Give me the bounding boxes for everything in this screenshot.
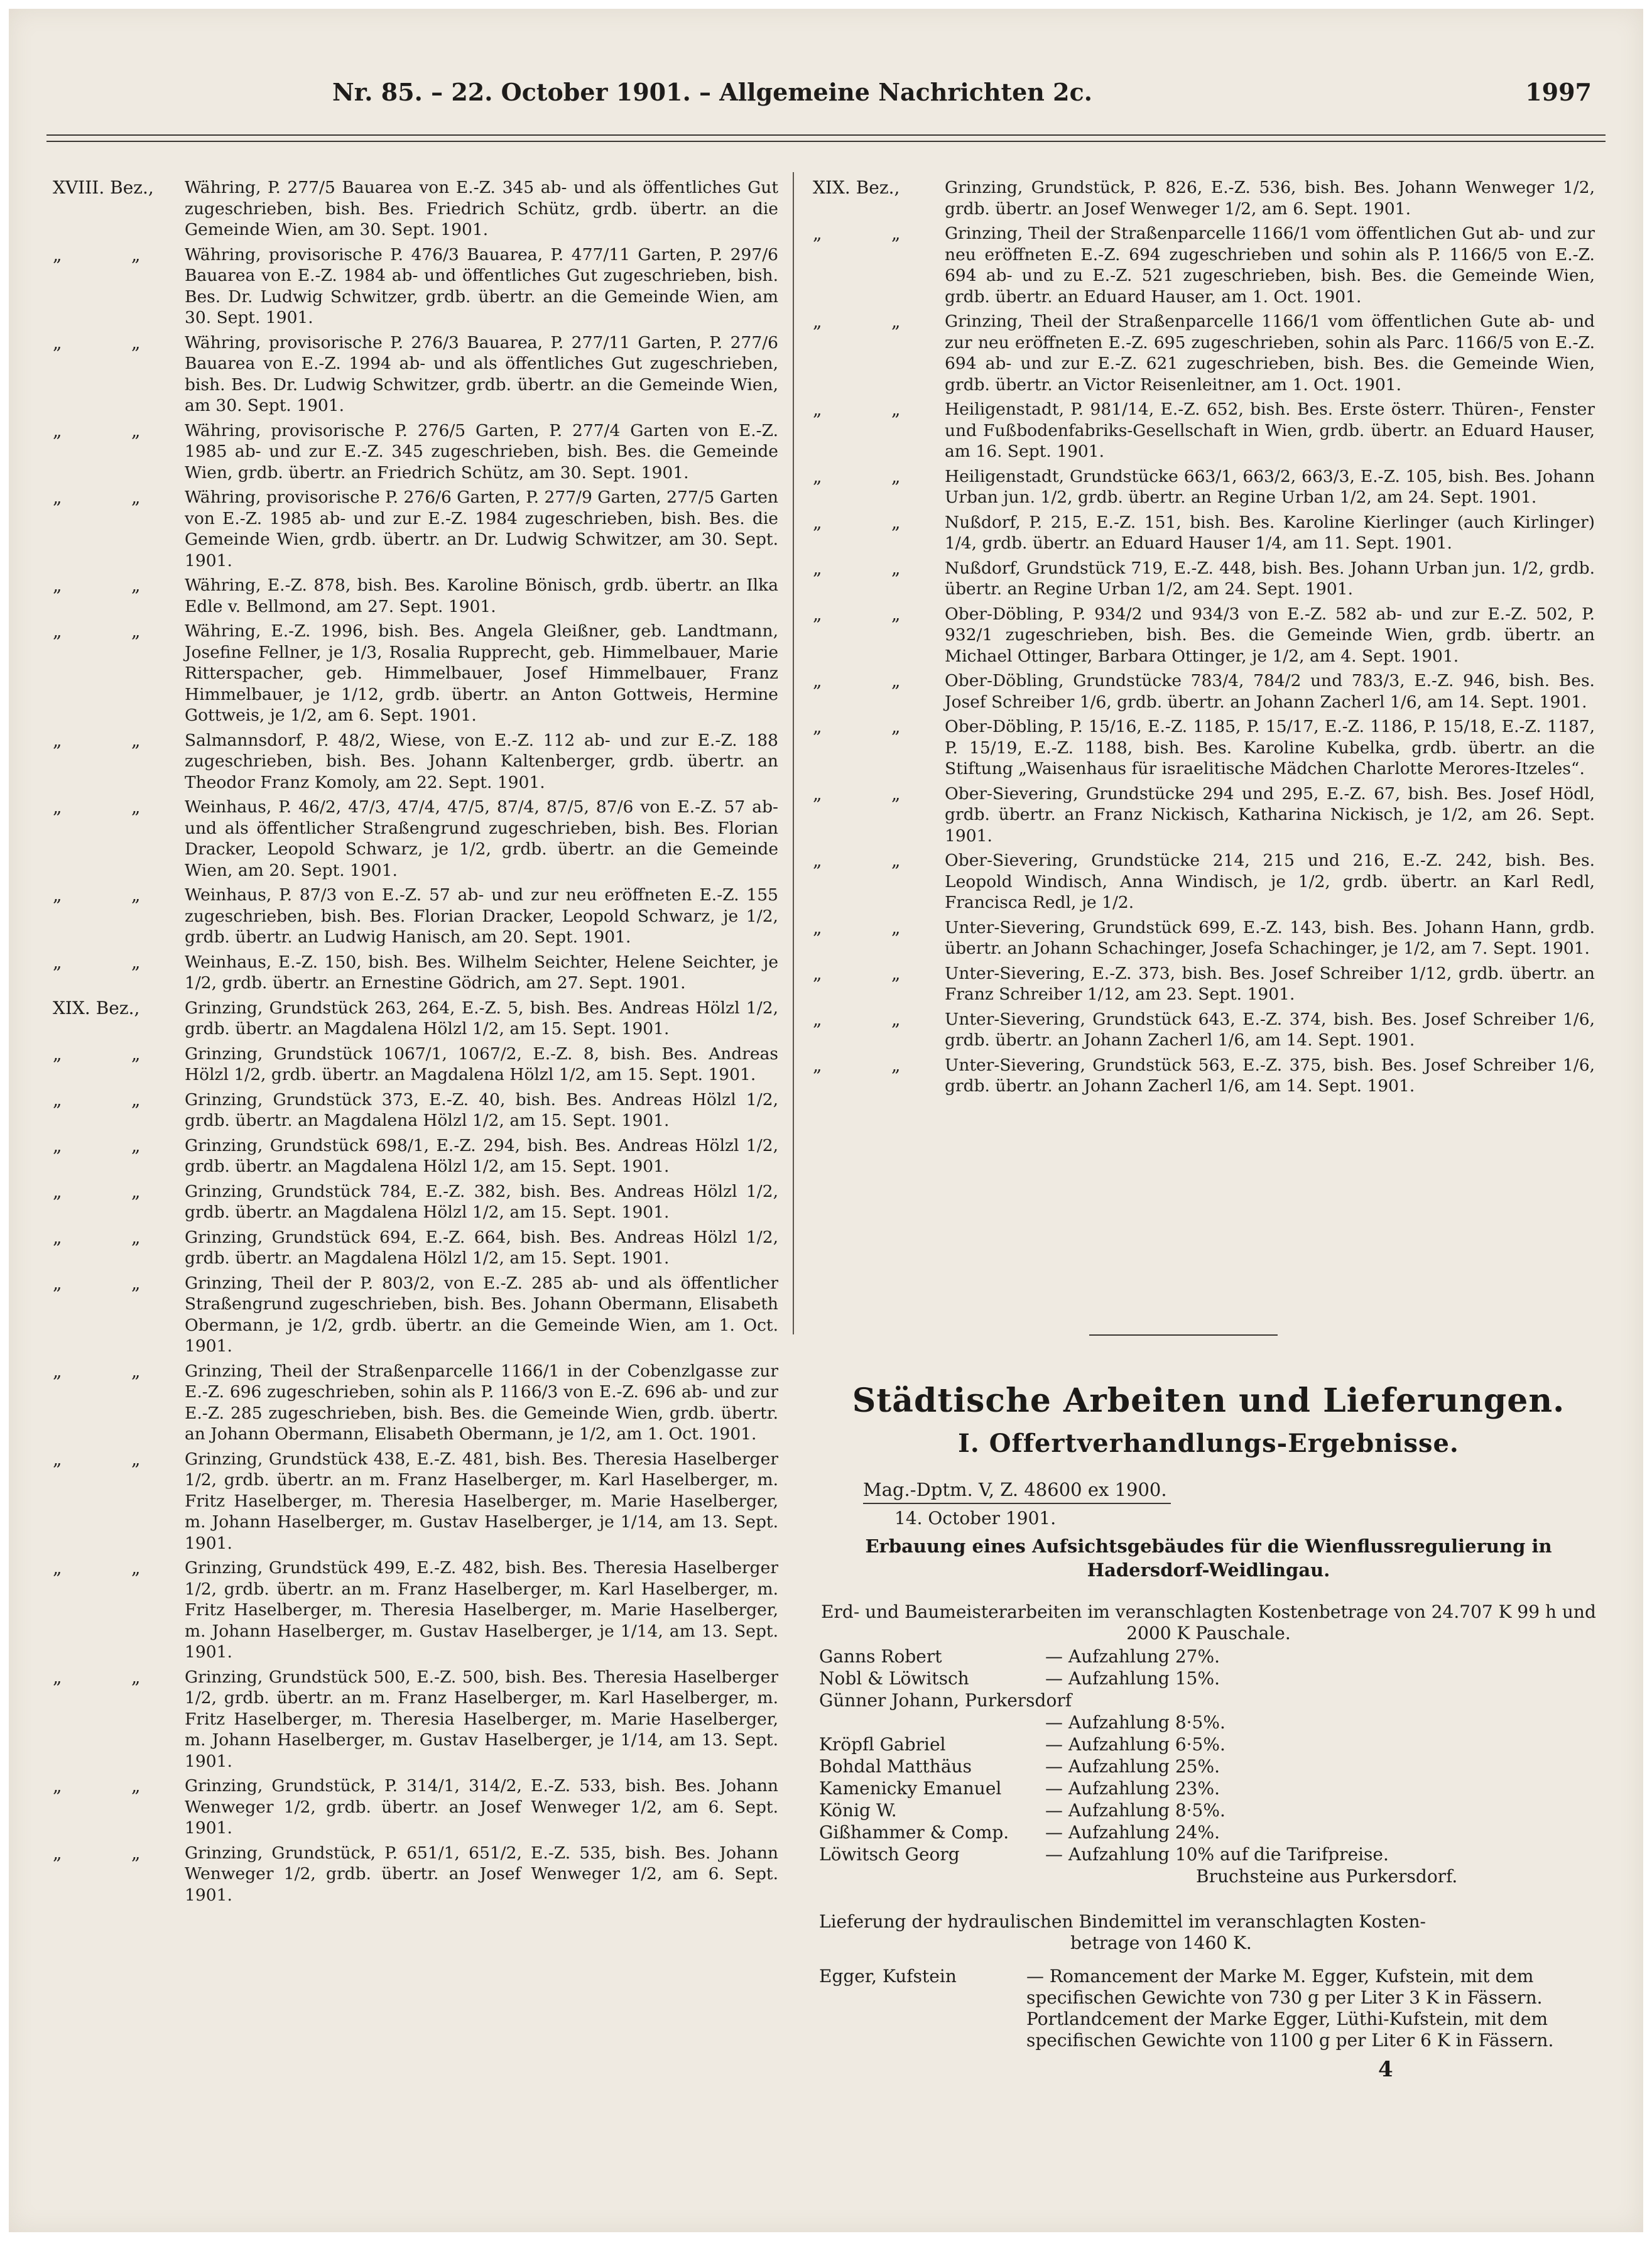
entry-text: Unter-Sievering, Grundstück 563, E.-Z. 375, bish. Bes. Josef Schreiber 1/6, grdb. übertr. an Johann Zacherl 1/6, am 14. Sept. 1901. [945,1055,1595,1096]
entry-text: Grinzing, Grundstück, P. 826, E.-Z. 536, bish. Bes. Johann Wenweger 1/2, grdb. übertr. an Josef Wenweger 1/2, am 6. Sept. 1901. [945,178,1595,219]
entry-text: Ober-Döbling, P. 934/2 und 934/3 von E.-Z. 582 ab- und zur E.-Z. 502, P. 932/1 zugeschrieben, bish. Bes. die Gemeinde Wien, grdb. übertr. an Michael Ottinger, Barbara Ottinger, je 1/2, am 4. Sept. 1901. [945,604,1595,666]
entry-label [53,797,185,881]
entry-label [53,952,185,994]
entry-district-b: „ [131,1043,141,1064]
register-entry [53,1667,778,1772]
entry-district: „ [813,1008,822,1030]
register-entry [53,1557,778,1663]
entry-label [813,223,945,307]
entry-district-b: „ [131,244,141,265]
entry-text: Grinzing, Grundstück 263, 264, E.-Z. 5, bish. Bes. Andreas Hölzl 1/2, grdb. übertr. an Magdalena Hölzl 1/2, am 15. Sept. 1901. [185,998,778,1039]
entry-district-b: „ [131,729,141,751]
entry-district-b: „ [131,1226,141,1248]
entry-text: Grinzing, Theil der P. 803/2, von E.-Z. 285 ab- und als öffentlicher Straßengrund zugeschrieben, bish. Bes. Johann Obermann, Elisabeth Obermann, je 1/2, grdb. übertr. an die Gemeinde Wien, am 1. Oct. 1901. [185,1273,778,1356]
entry-district: „ [53,244,62,265]
bidder-name: Kamenicky Emanuel [819,1778,1002,1799]
register-entry [813,399,1595,462]
register-entry [53,332,778,417]
bidder-name: Ganns Robert [819,1646,942,1667]
entry-district-b: „ [131,797,141,817]
entry-district-b: „ [131,575,141,596]
entry-label [813,604,945,667]
entry-district: „ [53,420,62,441]
entry-text: Grinzing, Grundstück 784, E.-Z. 382, bish. Bes. Andreas Hölzl 1/2, grdb. übertr. an Magdalena Hölzl 1/2, am 15. Sept. 1901. [185,1181,778,1222]
entry-text: Währing, P. 277/5 Bauarea von E.-Z. 345 ab- und als öffentliches Gut zugeschrieben, bish. Bes. Friedrich Schütz, grdb. übertr. an die Gemeinde Wien, am 30. Sept. 1901. [185,178,778,239]
entry-label [53,1843,185,1906]
bid-result: — Aufzahlung 10% auf die Tarifpreise. [1045,1844,1389,1865]
bid-note: Bruchsteine aus Purkersdorf. [1196,1866,1458,1887]
egger-spacer [819,2009,1026,2051]
bid-row [819,1689,1592,1711]
entry-district: „ [813,670,822,691]
register-entry [53,1449,778,1554]
entry-label [53,1667,185,1772]
delivery-heading [819,1911,1592,1954]
entry-district-b: „ [131,1666,141,1688]
entry-label [53,1449,185,1554]
bidder-name: Günner Johann, Purkersdorf [819,1690,1072,1711]
egger-offer-2: Portlandcement der Marke Egger, Lüthi-Kufstein, mit dem specifischen Gewichte von 1100 g per Liter 6 K in Fässern. [1026,2009,1554,2051]
register-entry [813,466,1595,508]
delivery-line-1: Lieferung der hydraulischen Bindemittel im veranschlagten Kosten- [819,1911,1426,1932]
entry-text: Ober-Döbling, Grundstücke 783/4, 784/2 und 783/3, E.-Z. 946, bish. Bes. Josef Schreiber 1/6, grdb. übertr. an Johann Zacherl 1/6, am 14. Sept. 1901. [945,671,1595,712]
entry-district-b: „ [891,603,901,624]
register-entry [53,1227,778,1269]
entry-label [53,1135,185,1177]
entry-text: Ober-Sievering, Grundstücke 214, 215 und 216, E.-Z. 242, bish. Bes. Leopold Windisch, Anna Windisch, je 1/2, grdb. übertr. an Karl Redl, Francisca Redl, je 1/2. [945,851,1595,912]
entry-district-b: „ [891,399,901,420]
entry-district: XIX. Bez., [813,177,900,198]
entry-district: „ [813,1054,822,1076]
register-entry [53,998,778,1040]
entry-district: „ [53,729,62,751]
bid-row [819,1667,1592,1689]
entry-label [53,332,185,417]
header-rule [46,134,1606,142]
entry-district-b: „ [891,670,901,691]
bid-result: — Aufzahlung 15%. [1045,1668,1220,1689]
register-entry [53,730,778,793]
entry-label [53,1775,185,1839]
delivery-line-2: betrage von 1460 K. [1070,1933,1252,1953]
entry-label [53,1044,185,1086]
register-entry [813,604,1595,667]
entry-district: „ [53,621,62,641]
entry-label [53,1273,185,1357]
entry-district-b: „ [131,1180,141,1202]
register-entry [53,244,778,329]
entry-district-b: „ [131,487,141,508]
register-entry [53,885,778,948]
entry-label [813,850,945,913]
entry-label [53,621,185,726]
entry-label [53,1181,185,1223]
entry-label [53,1557,185,1663]
bidder-name: Nobl & Löwitsch [819,1668,969,1689]
bid-row [819,1733,1592,1755]
register-entry [813,850,1595,913]
register-entry [53,575,778,617]
entry-text: Heiligenstadt, Grundstücke 663/1, 663/2, 663/3, E.-Z. 105, bish. Bes. Johann Urban jun. 1/2, grdb. übertr. an Regine Urban 1/2, am 24. Sept. 1901. [945,466,1595,507]
entry-label [813,1009,945,1051]
entry-label [53,998,185,1040]
entry-text: Weinhaus, P. 87/3 von E.-Z. 57 ab- und zur neu eröffneten E.-Z. 155 zugeschrieben, bish. Bes. Florian Dracker, Leopold Schwarz, je 1/2, grdb. übertr. an Ludwig Hanisch, am 20. Sept. 1901. [185,885,778,947]
section-date: 14. October 1901. [894,1508,1057,1529]
bid-result: — Aufzahlung 8·5%. [1045,1800,1225,1821]
bid-row [819,1711,1592,1733]
entry-text: Währing, E.-Z. 1996, bish. Bes. Angela Gleißner, geb. Landtmann, Josefine Fellner, je 1/3, Rosalia Rupprecht, geb. Himmelbauer, Marie Ritterspacher, geb. Himmelbauer, Josef Himmelbauer, Franz Himmelbauer, je 1/12, grdb. übertr. an Anton Gottweis, Hermine Gottweis, je 1/2, am 6. Sept. 1901. [185,621,778,725]
entry-district: „ [813,311,822,332]
entry-district: „ [53,1448,62,1469]
entry-text: Nußdorf, P. 215, E.-Z. 151, bish. Bes. Karoline Kierlinger (auch Kirlinger) 1/4, grdb. übertr. an Eduard Hauser 1/4, am 11. Sept. 1901. [945,512,1595,553]
entry-district: „ [813,557,822,579]
entry-district: „ [53,1089,62,1110]
register-entry [53,952,778,994]
register-entry [53,1044,778,1086]
bid-result: — Aufzahlung 27%. [1045,1646,1220,1667]
entry-district: „ [813,399,822,420]
entry-district: „ [53,797,62,817]
entry-label [813,670,945,712]
entry-district: „ [53,1272,62,1294]
entry-district: „ [813,962,822,984]
register-entry [53,1181,778,1223]
register-entry [53,1135,778,1177]
footer-page-number: 4 [1378,2057,1393,2082]
entry-text: Währing, E.-Z. 878, bish. Bes. Karoline Bönisch, grdb. übertr. an Ilka Edle v. Bellmond, am 27. Sept. 1901. [185,575,778,616]
entry-district: „ [53,332,62,353]
reference-line: Mag.-Dptm. V, Z. 48600 ex 1900. [863,1479,1171,1504]
entry-district: „ [813,603,822,624]
register-entry [53,797,778,881]
entry-district-b: „ [891,311,901,332]
entry-text: Grinzing, Grundstück 499, E.-Z. 482, bish. Bes. Theresia Haselberger 1/2, grdb. übertr. an m. Franz Haselberger, m. Karl Haselberger, m. Fritz Haselberger, m. Theresia Haselberger, m. Marie Haselberger, m. Johann Haselberger, m. Gustav Haselberger, je 1/14, am 13. Sept. 1901. [185,1558,778,1662]
entry-text: Heiligenstadt, P. 981/14, E.-Z. 652, bish. Bes. Erste österr. Thüren-, Fenster und Fußbodenfabriks-Gesellschaft in Wien, grdb. übertr. an Eduard Hauser, am 16. Sept. 1901. [945,400,1595,461]
entry-district: „ [53,885,62,905]
bid-row [819,1799,1592,1821]
column-divider [793,172,794,1334]
entry-district-b: „ [131,420,141,441]
entry-district-b: „ [891,1008,901,1030]
entry-label [813,963,945,1005]
entry-text: Unter-Sievering, E.-Z. 373, bish. Bes. Josef Schreiber 1/12, grdb. übertr. an Franz Schreiber 1/12, am 23. Sept. 1901. [945,963,1595,1004]
entry-text: Unter-Sievering, Grundstück 699, E.-Z. 143, bish. Bes. Johann Hann, grdb. übertr. an Johann Schachinger, Josefa Schachinger, je 1/2, am 7. Sept. 1901. [945,917,1595,958]
register-entry [813,963,1595,1005]
entry-district-b: „ [131,1842,141,1863]
entry-text: Ober-Döbling, P. 15/16, E.-Z. 1185, P. 15/17, E.-Z. 1186, P. 15/18, E.-Z. 1187, P. 15/19, E.-Z. 1188, bish. Bes. Karoline Kubelka, grdb. übertr. an die Stiftung „Waisenhaus für israelitische Mädchen Charlotte Merores-Itzeles“. [945,717,1595,778]
entry-district: „ [53,1557,62,1578]
entry-district: XIX. Bez., [53,997,140,1018]
entry-district-b: „ [131,1089,141,1110]
entry-district-b: „ [131,1360,141,1382]
entry-district-b: „ [131,621,141,641]
entry-label [813,917,945,959]
entry-district-b: „ [891,557,901,579]
entry-text: Grinzing, Grundstück 694, E.-Z. 664, bish. Bes. Andreas Hölzl 1/2, grdb. übertr. an Magdalena Hölzl 1/2, am 15. Sept. 1901. [185,1227,778,1268]
bid-row [819,1645,1592,1667]
entry-label [813,558,945,600]
entry-district: „ [813,850,822,871]
bid-result: — Aufzahlung 25%. [1045,1756,1220,1777]
entry-label [53,1227,185,1269]
entry-label [813,177,945,219]
entry-text: Grinzing, Grundstück 373, E.-Z. 40, bish. Bes. Andreas Hölzl 1/2, grdb. übertr. an Magdalena Hölzl 1/2, am 15. Sept. 1901. [185,1089,778,1130]
register-entry [813,783,1595,847]
entry-label [813,466,945,508]
entry-text: Grinzing, Theil der Straßenparcelle 1166/1 vom öffentlichen Gut ab- und zur neu eröffneten E.-Z. 694 zugeschrieben und sohin als P. 1166/5 von E.-Z. 694 ab- und zu E.-Z. 521 zugeschrieben, bish. Bes. die Gemeinde Wien, grdb. übertr. an Eduard Hauser, am 1. Oct. 1901. [945,224,1595,307]
right-column [813,177,1595,1101]
entry-text: Währing, provisorische P. 276/3 Bauarea, P. 277/11 Garten, P. 277/6 Bauarea von E.-Z. 1994 ab- und als öffentliches Gut zugeschrieben, bish. Bes. Dr. Ludwig Schwitzer, grdb. übertr. an die Gemeinde Wien, am 30. Sept. 1901. [185,332,778,415]
entry-district: „ [813,917,822,938]
entry-text: Grinzing, Grundstück 500, E.-Z. 500, bish. Bes. Theresia Haselberger 1/2, grdb. übertr. an m. Franz Haselberger, m. Karl Haselberger, m. Fritz Haselberger, m. Theresia Haselberger, m. Marie Haselberger, m. Johann Haselberger, m. Gustav Haselberger, je 1/14, am 13. Sept. 1901. [185,1667,778,1771]
entry-district-b: „ [131,1557,141,1578]
register-entry [53,1273,778,1357]
entry-district: „ [813,783,822,804]
entry-district: „ [53,575,62,596]
entry-text: Salmannsdorf, P. 48/2, Wiese, von E.-Z. 112 ab- und zur E.-Z. 188 zugeschrieben, bish. Bes. Johann Kaltenberger, grdb. übertr. an Theodor Franz Komoly, am 22. Sept. 1901. [185,730,778,792]
bid-row [819,1821,1592,1843]
entry-label [813,783,945,847]
section-subtitle: I. Offertverhandlungs-Ergebnisse. [958,1429,1459,1458]
bid-row [819,1755,1592,1777]
egger-offer-1: — Romancement der Marke M. Egger, Kufstein, mit dem specifischen Gewichte von 730 g per Liter 3 K in Fässern. [1026,1966,1543,2008]
bid-result: — Aufzahlung 24%. [1045,1822,1220,1843]
entry-district: XVIII. Bez., [53,177,154,198]
entry-district: „ [53,951,62,973]
register-entry [53,1843,778,1906]
register-entry [813,917,1595,959]
entry-label [813,311,945,395]
register-entry [53,1089,778,1131]
bidder-name: Gißhammer & Comp. [819,1822,1009,1843]
bidder-name: Löwitsch Georg [819,1844,960,1865]
bidder-name: König W. [819,1800,897,1821]
bidder-name [819,1711,1045,1733]
entry-text: Weinhaus, P. 46/2, 47/3, 47/4, 47/5, 87/4, 87/5, 87/6 von E.-Z. 57 ab- und als öffentlicher Straßengrund zugeschrieben, bish. Bes. Florian Dracker, Leopold Schwarz, je 1/2, grdb. übertr. an die Gemeinde Wien, am 20. Sept. 1901. [185,797,778,880]
bid-result [1045,1689,1592,1711]
entry-district-b: „ [891,783,901,804]
header-page-number: 1997 [1525,78,1592,106]
register-entry [813,1009,1595,1051]
entry-label [813,1055,945,1097]
entry-text: Weinhaus, E.-Z. 150, bish. Bes. Wilhelm Seichter, Helene Seichter, je 1/2, grdb. übertr. an Ernestine Gödrich, am 27. Sept. 1901. [185,952,778,993]
section-rule [1089,1334,1278,1336]
entry-district: „ [53,1775,62,1796]
entry-text: Grinzing, Grundstück 438, E.-Z. 481, bish. Bes. Theresia Haselberger 1/2, grdb. übertr. an m. Franz Haselberger, m. Karl Haselberger, m. Fritz Haselberger, m. Theresia Haselberger, m. Marie Haselberger, m. Johann Haselberger, m. Gustav Haselberger, je 1/14, am 13. Sept. 1901. [185,1449,778,1553]
egger-name: Egger, Kufstein [819,1966,957,1987]
bidder-name: Kröpfl Gabriel [819,1734,946,1755]
entry-label [53,177,185,241]
left-column [53,177,778,1909]
register-entry [813,1055,1595,1097]
entry-district: „ [53,1043,62,1064]
register-entry [813,177,1595,219]
entry-district-b: „ [131,885,141,905]
entry-district-b: „ [891,917,901,938]
project-description: Erd- und Baumeisterarbeiten im veranschlagten Kostenbetrage von 24.707 K 99 h und 2000 K Pauschale. [821,1601,1596,1644]
entry-district-b: „ [891,511,901,533]
entry-label [813,399,945,462]
entry-district: „ [813,223,822,244]
entry-label [53,885,185,948]
page-header [53,78,1598,116]
register-entry [813,223,1595,307]
entry-label [53,244,185,329]
entry-label [813,716,945,780]
register-entry [813,512,1595,554]
entry-label [53,487,185,571]
bid-row [819,1777,1592,1799]
entry-district: „ [813,511,822,533]
entry-text: Unter-Sievering, Grundstück 643, E.-Z. 374, bish. Bes. Josef Schreiber 1/6, grdb. übertr. an Johann Zacherl 1/6, am 14. Sept. 1901. [945,1009,1595,1050]
bid-result: — Aufzahlung 23%. [1045,1778,1220,1799]
entry-district-b: „ [131,951,141,973]
entry-text: Grinzing, Grundstück, P. 651/1, 651/2, E.-Z. 535, bish. Bes. Johann Wenweger 1/2, grdb. übertr. an Josef Wenweger 1/2, am 6. Sept. 1901. [185,1843,778,1905]
entry-text: Grinzing, Grundstück 698/1, E.-Z. 294, bish. Bes. Andreas Hölzl 1/2, grdb. übertr. an Magdalena Hölzl 1/2, am 15. Sept. 1901. [185,1135,778,1176]
project-title: Erbauung eines Aufsichtsgebäudes für die Wienflussregulierung in Hadersdorf-Weidlingau. [865,1535,1552,1581]
register-entry [53,1361,778,1445]
entry-district-b: „ [891,716,901,737]
entry-district: „ [53,1360,62,1382]
entry-text: Währing, provisorische P. 276/5 Garten, P. 277/4 Garten von E.-Z. 1985 ab- und zur E.-Z. 345 zugeschrieben, bish. Bes. die Gemeinde Wien, grdb. übertr. an Friedrich Schütz, am 30. Sept. 1901. [185,420,778,483]
entry-district: „ [53,1180,62,1202]
entry-district: „ [813,716,822,737]
entry-district: „ [813,466,822,487]
entry-label [53,730,185,793]
entry-district-b: „ [891,223,901,244]
egger-offers [819,1966,1592,2051]
register-entry [53,1775,778,1839]
register-entry [813,716,1595,780]
entry-district-b: „ [131,1775,141,1796]
entry-text: Grinzing, Grundstück, P. 314/1, 314/2, E.-Z. 533, bish. Bes. Johann Wenweger 1/2, grdb. übertr. an Josef Wenweger 1/2, am 6. Sept. 1901. [185,1776,778,1838]
entry-label [53,1089,185,1131]
entry-district: „ [53,1842,62,1863]
entry-text: Währing, provisorische P. 276/6 Garten, P. 277/9 Garten, 277/5 Garten von E.-Z. 1985 ab- und zur E.-Z. 1984 zugeschrieben, bish. Bes. die Gemeinde Wien, grdb. übertr. an Dr. Ludwig Schwitzer, am 30. Sept. 1901. [185,488,778,570]
register-entry [813,558,1595,600]
entry-label [53,1361,185,1445]
register-entry [53,177,778,241]
entry-district-b: „ [131,332,141,353]
section-title: Städtische Arbeiten und Lieferungen. [852,1382,1565,1420]
entry-district: „ [53,1226,62,1248]
register-entry [53,621,778,726]
bidder-name: Bohdal Matthäus [819,1756,972,1777]
page-sheet [9,9,1643,2232]
entry-district-b: „ [891,1054,901,1076]
entry-text: Nußdorf, Grundstück 719, E.-Z. 448, bish. Bes. Johann Urban jun. 1/2, grdb. übertr. an Regine Urban 1/2, am 24. Sept. 1901. [945,558,1595,599]
bid-result: — Aufzahlung 6·5%. [1045,1734,1225,1755]
bid-row [819,1843,1592,1865]
register-entry [53,487,778,571]
entry-district-b: „ [131,1272,141,1294]
entry-label [813,512,945,554]
entry-district-b: „ [891,466,901,487]
entry-text: Währing, provisorische P. 476/3 Bauarea, P. 477/11 Garten, P. 297/6 Bauarea von E.-Z. 1984 ab- und öffentliches Gut zugeschrieben, bish. Bes. Dr. Ludwig Schwitzer, grdb. übertr. an die Gemeinde Wien, am 30. Sept. 1901. [185,244,778,327]
entry-district-b: „ [131,1448,141,1469]
entry-district: „ [53,1135,62,1156]
entry-text: Grinzing, Theil der Straßenparcelle 1166/1 in der Cobenzlgasse zur E.-Z. 696 zugeschrieben, sohin als P. 1166/3 von E.-Z. 696 ab- und zur E.-Z. 285 zugeschrieben, bish. Bes. die Gemeinde Wien, grdb. übertr. an Johann Obermann, Elisabeth Obermann, je 1/2, am 1. Oct. 1901. [185,1361,778,1444]
entry-text: Ober-Sievering, Grundstücke 294 und 295, E.-Z. 67, bish. Bes. Josef Hödl, grdb. übertr. an Franz Nickisch, Katharina Nickisch, je 1/2, am 26. Sept. 1901. [945,783,1595,846]
entry-district-b: „ [891,850,901,871]
register-entry [53,420,778,484]
entry-district: „ [53,1666,62,1688]
entry-text: Grinzing, Grundstück 1067/1, 1067/2, E.-Z. 8, bish. Bes. Andreas Hölzl 1/2, grdb. übertr. an Magdalena Hölzl 1/2, am 15. Sept. 1901. [185,1044,778,1084]
bids-list [819,1645,1592,1887]
bid-result: — Aufzahlung 8·5%. [1045,1712,1225,1733]
entry-district: „ [53,487,62,508]
header-title: Nr. 85. – 22. October 1901. – Allgemeine Nachrichten 2c. [332,78,1092,106]
entry-label [53,575,185,617]
register-entry [813,670,1595,712]
register-entry [813,311,1595,395]
entry-label [53,420,185,484]
entry-text: Grinzing, Theil der Straßenparcelle 1166/1 vom öffentlichen Gute ab- und zur neu eröffneten E.-Z. 695 zugeschrieben, sohin als Parc. 1166/5 von E.-Z. 694 ab- und zur E.-Z. 621 zugeschrieben, bish. Bes. die Gemeinde Wien, grdb. übertr. an Victor Reisenleitner, am 1. Oct. 1901. [945,312,1595,395]
entry-district-b: „ [131,1135,141,1156]
entry-district-b: „ [891,962,901,984]
